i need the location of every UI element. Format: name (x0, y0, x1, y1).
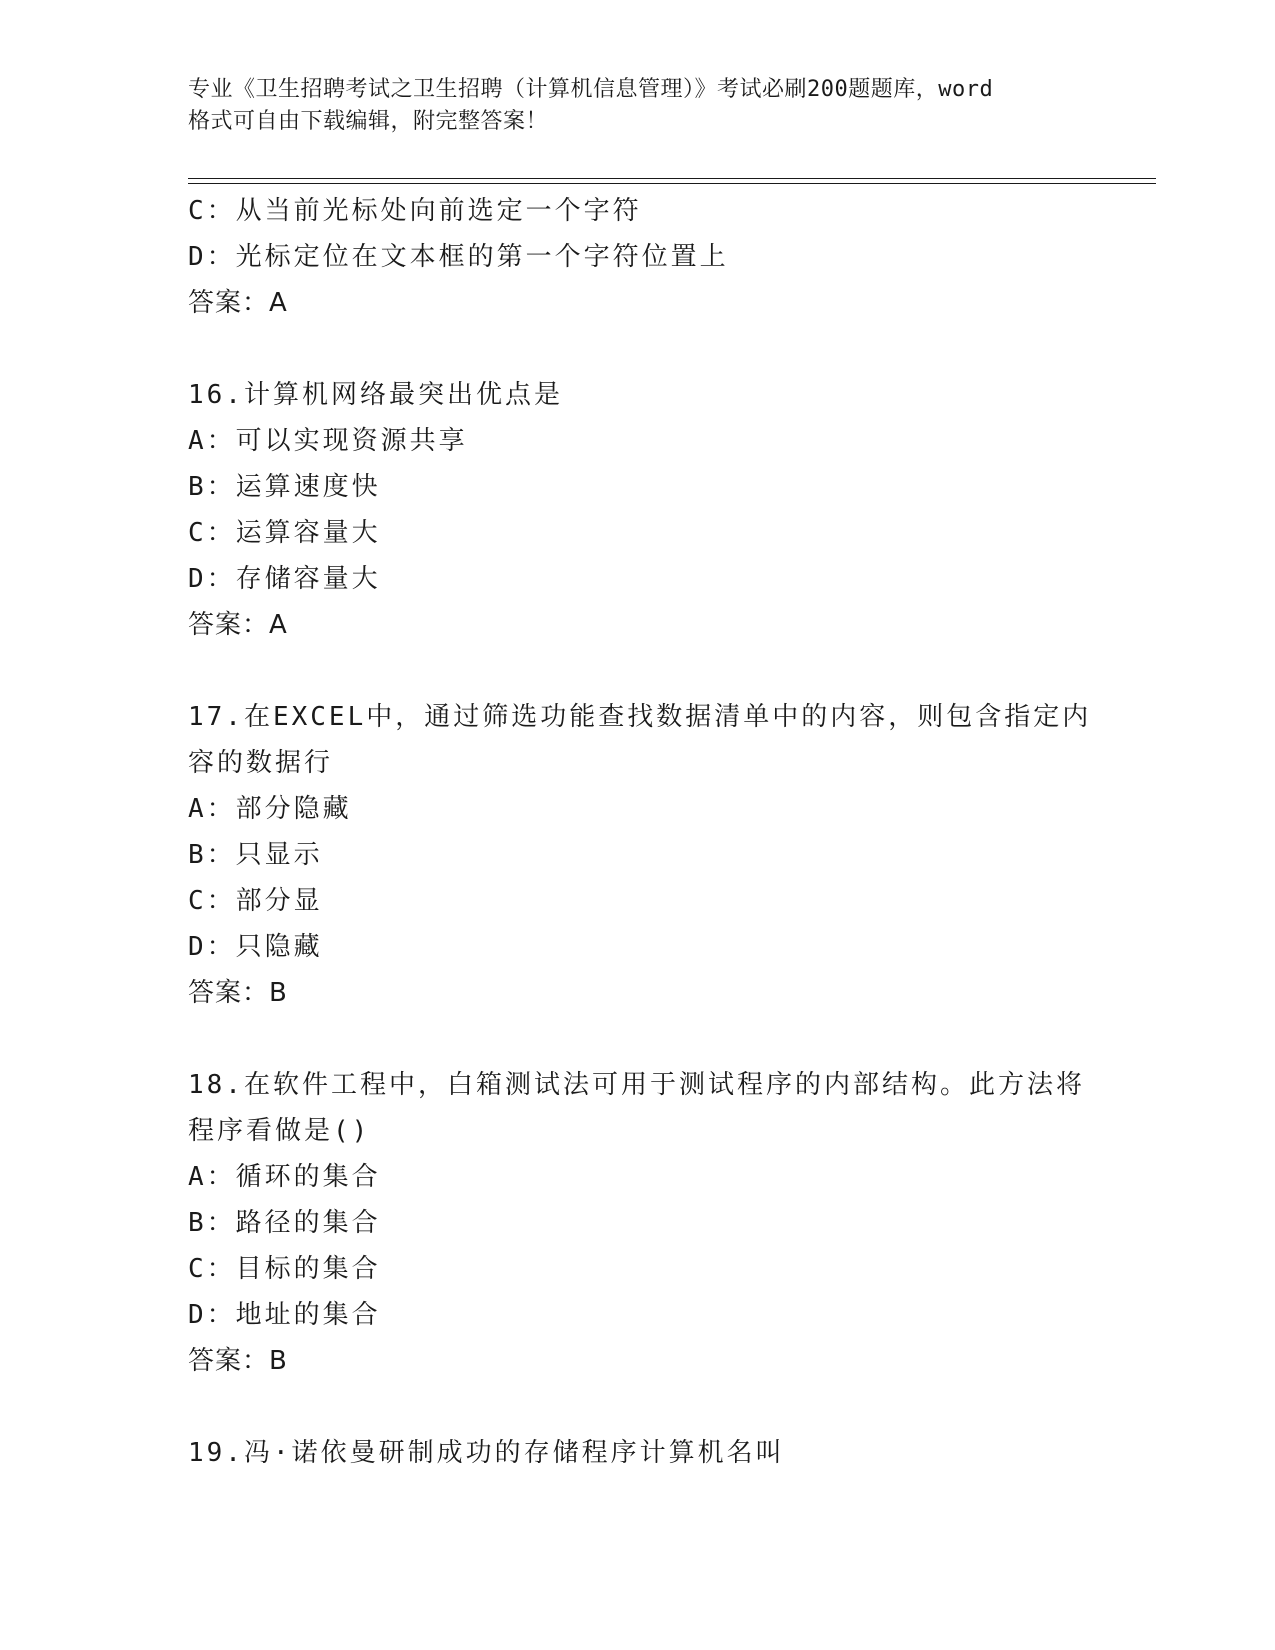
option-c: C：部分显 (188, 886, 323, 916)
answer: 答案：A (188, 610, 288, 640)
question-stem: 16.计算机网络最突出优点是 (188, 380, 563, 410)
header-divider-top (188, 178, 1156, 179)
option-b: B：运算速度快 (188, 472, 381, 502)
question-19 (188, 1430, 1088, 1476)
spacer (188, 648, 1088, 694)
option-a: A：循环的集合 (188, 1162, 381, 1192)
option-d: D：存储容量大 (188, 564, 381, 594)
answer: 答案：A (188, 288, 288, 318)
document-header (188, 74, 1088, 138)
option-c: C：目标的集合 (188, 1254, 381, 1284)
question-16 (188, 372, 1088, 648)
question-stem: 18.在软件工程中，白箱测试法可用于测试程序的内部结构。此方法将 (188, 1070, 1085, 1100)
spacer (188, 326, 1088, 372)
option-d: D：地址的集合 (188, 1300, 381, 1330)
question-stem: 17.在EXCEL中，通过筛选功能查找数据清单中的内容，则包含指定内 (188, 702, 1092, 732)
option-b: B：路径的集合 (188, 1208, 381, 1238)
question-stem-continued: 容的数据行 (188, 748, 334, 778)
question-15-tail (188, 188, 1088, 326)
option-d: D：只隐藏 (188, 932, 323, 962)
option-a: A：部分隐藏 (188, 794, 352, 824)
spacer (188, 1016, 1088, 1062)
question-content (188, 188, 1092, 1476)
header-line-1: 专业《卫生招聘考试之卫生招聘（计算机信息管理）》考试必刷200题题库，word (188, 77, 994, 102)
question-stem: 19.冯·诺依曼研制成功的存储程序计算机名叫 (188, 1438, 785, 1468)
question-17 (188, 694, 1092, 1016)
header-divider-bottom (188, 183, 1156, 184)
header-line-2: 格式可自由下载编辑，附完整答案！ (188, 109, 549, 134)
answer: 答案：B (188, 1346, 288, 1376)
option-c: C：运算容量大 (188, 518, 381, 548)
answer: 答案：B (188, 978, 288, 1008)
question-18 (188, 1062, 1088, 1384)
option-c: C：从当前光标处向前选定一个字符 (188, 196, 642, 226)
option-d: D：光标定位在文本框的第一个字符位置上 (188, 242, 729, 272)
question-stem-continued: 程序看做是() (188, 1116, 371, 1146)
option-a: A：可以实现资源共享 (188, 426, 468, 456)
option-b: B：只显示 (188, 840, 323, 870)
spacer (188, 1384, 1088, 1430)
